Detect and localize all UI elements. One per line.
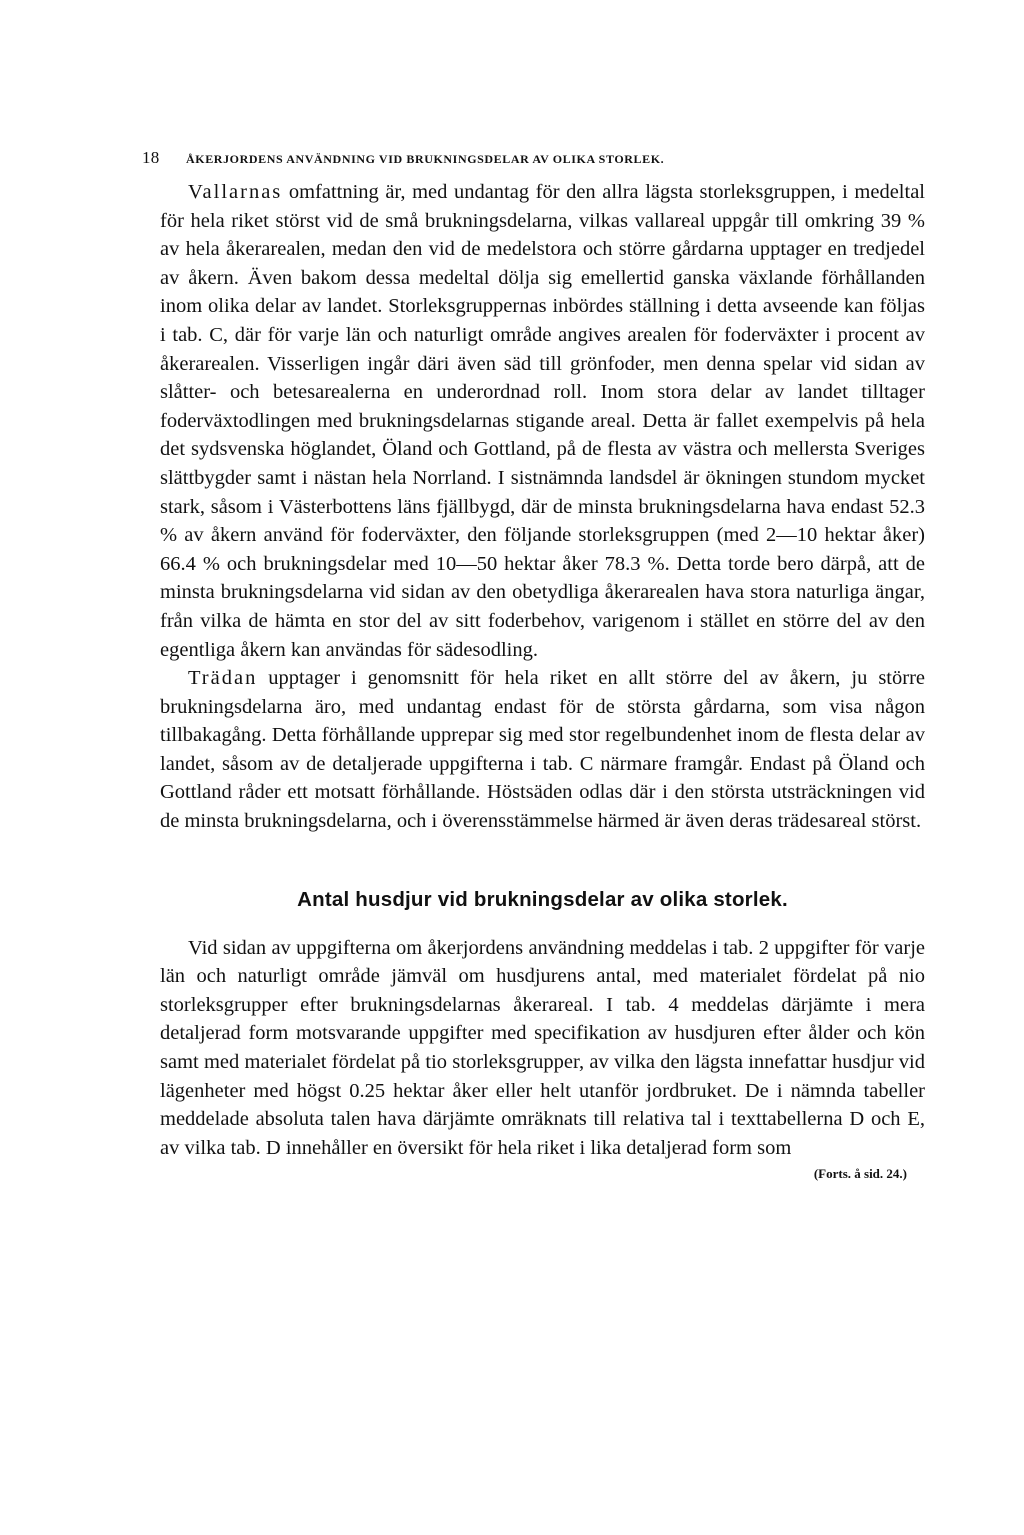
paragraph-husdjur: Vid sidan av uppgifterna om åkerjordens användning meddelas i tab. 2 uppgifter för varje län och naturligt område jämväl om husdjurens antal, med materialet fördelat på nio storleksgrupper efter brukningsdelarnas åkerareal. I tab. 4 meddelas därjämte i mera detaljerad form motsvarande uppgifter med specifikation av husdjuren efter ålder och kön samt med materialet fördelat på tio storleksgrupper, av vilka den lägsta innefattar husdjur vid lägenheter med högst 0.25 hektar åker eller helt utanför jordbruket. De i nämnda tabeller meddelade absoluta talen hava därjämte omräknats till relativa tal i texttabellerna D och E, av vilka tab. D innehåller en översikt för hela riket i lika detaljerad form som	[160, 936, 925, 1159]
page-number: 18	[142, 148, 160, 167]
section-heading: Antal husdjur vid brukningsdelar av olika storlek.	[297, 887, 788, 911]
document-page	[142, 148, 925, 1182]
continuation-note: (Forts. å sid. 24.)	[813, 1166, 907, 1182]
paragraph-body: upptager i genomsnitt för hela riket en allt större del av åkern, ju större brukningsdelarna äro, med undantag endast för de största gårdarna, som visa någon tillbakagång. Detta förhållande upprepar sig med stor regelbundenhet inom de flesta delar av landet, såsom av de detaljerade uppgifterna i tab. C närmare framgår. Endast på Öland och Gottland råder ett motsatt förhållande. Höstsäden odlas där i den största utsträckningen vid de minsta brukningsdelarna, och i överensstämmelse härmed är även deras trädesareal störst.	[160, 667, 925, 833]
paragraph-lead-word: Vallarnas	[188, 181, 283, 203]
paragraph-lead-word: Trädan	[188, 667, 258, 690]
paragraph-vallarnas	[160, 178, 925, 664]
paragraph-body: omfattning är, med undantag för den allra lägsta storleksgruppen, i medeltal för hela riket störst vid de små brukningsdelarna, vilkas vallareal uppgår till omkring 39 % av hela åkerarealen, medan den vid de medelstora och större gårdarna upptager en tredjedel av åkern. Även bakom dessa medeltal dölja sig emellertid ganska växlande förhållanden inom olika delar av landet. Storleksgruppernas inbördes ställning i detta avseende kan följas i tab. C, där för varje län och naturligt område angives arealen för foderväxter i procent av åkerarealen. Visserligen ingår däri även säd till grönfoder, men denna spelar vid sidan av slåtter- och betesarealerna en underordnad roll. Inom stora delar av landet tilltager foderväxtodlingen med brukningsdelarnas stigande areal. Detta är fallet exempelvis på hela det sydsvenska höglandet, Öland och Gottland, på de flesta av västra och mellersta Sveriges slättbygder samt i nästan hela Norrland. I sistnämnda landsdel är ökningen stundom mycket stark, såsom i Västerbottens läns fjällbygd, där de minsta brukningsdelarna hava endast 52.3 % av åkern använd för foderväxter, den följande storleksgruppen (med 2—10 hektar åker) 66.4 % och brukningsdelar med 10—50 hektar åker 78.3 %. Detta torde bero därpå, att de minsta brukningsdelarna vid sidan av den obetydliga åkerarealen hava stora naturliga ängar, från vilka de hämta en stor del av sitt foderbehov, varigenom i stället en större del av den egentliga åkern kan användas för sädesodling.	[160, 181, 925, 661]
running-head	[142, 148, 925, 168]
running-head-title: ÅKERJORDENS ANVÄNDNING VID BRUKNINGSDELAR AV OLIKA STORLEK.	[186, 152, 665, 166]
paragraph-tradan	[160, 664, 925, 836]
